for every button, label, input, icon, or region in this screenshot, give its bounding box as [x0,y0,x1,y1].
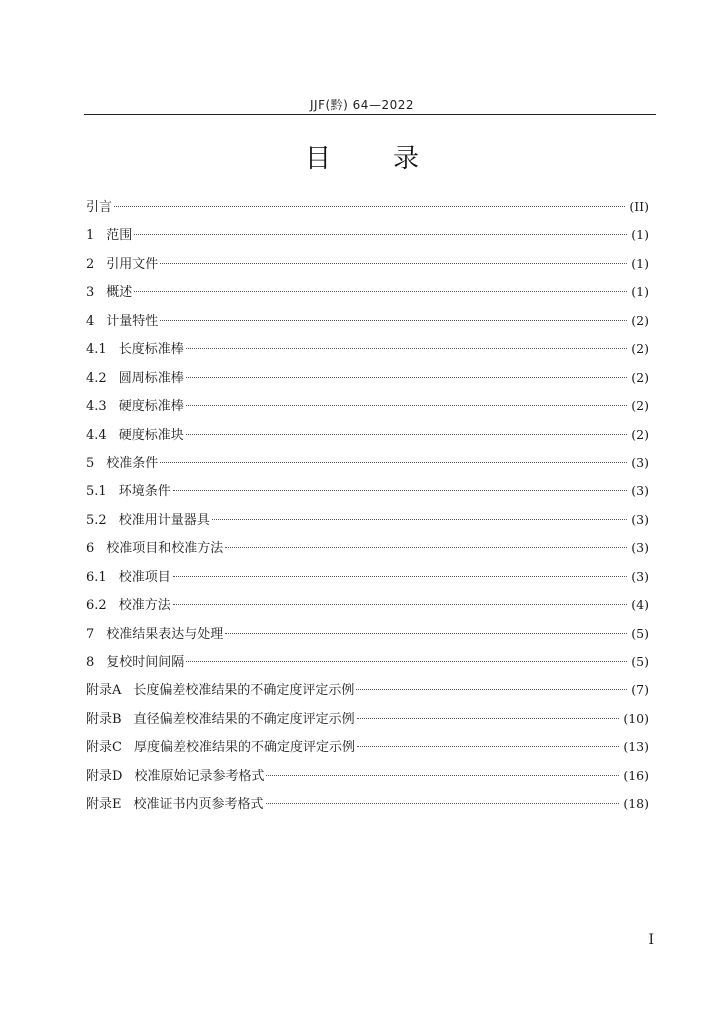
toc-entry-page: (10) [623,710,649,726]
toc-entry[interactable] [86,452,649,480]
toc-entry-number: 6.2 [86,598,107,614]
toc-entry-page: (3) [631,568,649,584]
toc-dot-leader [357,718,620,719]
toc-entry-page: (1) [631,284,649,300]
toc-dot-leader [173,576,628,577]
toc-entry-page: (3) [631,540,649,556]
toc-entry-label: 校准项目和校准方法 [106,541,224,557]
toc-entry-page: (1) [631,255,649,271]
toc-entry-label: 环境条件 [118,484,171,500]
toc-entry-page: (1) [631,227,649,243]
toc-dot-leader [186,348,628,349]
toc-entry-label: 校准用计量器具 [118,512,210,528]
toc-entry-number: 附录D [86,768,123,784]
toc-dot-leader [186,377,628,378]
toc-dot-leader [266,803,620,804]
toc-entry-label: 直径偏差校准结果的不确定度评定示例 [133,711,355,727]
toc-dot-leader [225,547,627,548]
toc-entry-number: 6.1 [86,569,107,585]
toc-entry-label: 复校时间间隔 [106,655,185,670]
toc-entry-number: 8 [86,655,95,670]
toc-dot-leader [173,604,628,605]
toc-entry[interactable] [86,480,649,508]
toc-entry-page: (18) [623,796,649,812]
toc-entry[interactable] [86,765,649,793]
toc-entry-page: (2) [631,312,649,328]
toc-entry[interactable] [86,566,649,594]
toc-entry-label: 引言 [86,200,113,215]
toc-entry-number: 附录B [86,711,122,727]
toc-dot-leader [134,291,627,292]
toc-dot-leader [160,320,627,321]
toc-entry[interactable] [86,281,649,309]
toc-entry-page: (3) [631,483,649,499]
toc-entry-number: 附录C [86,740,122,756]
toc-entry-number: 7 [86,626,95,642]
toc-entry-page: (3) [631,511,649,527]
toc-entry[interactable] [86,395,649,423]
toc-entry-page: (2) [631,426,649,442]
toc-entry-page: (5) [631,625,649,641]
table-of-contents [86,196,649,822]
toc-dot-leader [114,206,625,207]
toc-entry-label: 圆周标准棒 [118,370,184,386]
toc-entry-page: (4) [631,597,649,613]
toc-entry[interactable] [86,793,649,821]
toc-entry[interactable] [86,509,649,537]
toc-entry-page: (5) [631,654,649,669]
toc-entry-page: (16) [623,767,649,783]
toc-entry-label: 范围 [106,228,133,244]
toc-dot-leader [356,689,627,690]
toc-entry-number: 4 [86,313,95,329]
toc-entry[interactable] [86,367,649,395]
toc-entry-number: 5.1 [86,484,107,500]
toc-entry[interactable] [86,196,649,224]
toc-entry-label: 厚度偏差校准结果的不确定度评定示例 [133,740,355,756]
toc-entry[interactable] [86,253,649,281]
toc-entry-number: 附录A [86,683,122,699]
toc-dot-leader [225,633,627,634]
toc-entry-page: (2) [631,341,649,357]
toc-entry-label: 硬度标准块 [118,427,184,443]
toc-dot-leader [212,519,628,520]
toc-entry-label: 校准证书内页参考格式 [133,797,264,813]
toc-dot-leader [134,234,627,235]
toc-entry-page: (13) [623,739,649,755]
toc-entry-number: 4.4 [86,427,107,443]
toc-entry-label: 长度标准棒 [118,342,184,358]
page-title-char-1: 目 [304,144,331,174]
toc-entry-label: 长度偏差校准结果的不确定度评定示例 [133,683,355,699]
toc-entry-label: 概述 [106,285,133,301]
toc-entry[interactable] [86,310,649,338]
toc-entry-label: 校准方法 [118,598,171,614]
toc-dot-leader [266,775,619,776]
toc-entry-number: 2 [86,256,95,272]
toc-entry[interactable] [86,736,649,764]
toc-entry-number: 3 [86,285,95,301]
toc-entry[interactable] [86,338,649,366]
toc-entry-label: 校准项目 [118,569,171,585]
toc-entry-number: 1 [86,228,95,244]
toc-entry-number: 5.2 [86,512,107,528]
toc-entry-label: 引用文件 [106,256,159,272]
toc-entry-label: 校准结果表达与处理 [106,626,224,642]
toc-entry-label: 硬度标准棒 [118,399,184,415]
toc-dot-leader [160,263,627,264]
toc-entry-page: (2) [631,398,649,414]
header-divider [84,114,656,115]
toc-entry-number: 附录E [86,797,122,813]
toc-entry-number: 6 [86,541,95,557]
toc-entry[interactable] [86,679,649,707]
toc-entry[interactable] [86,224,649,252]
document-code: JJF(黔) 64—2022 [310,98,414,112]
page-title [0,138,724,175]
toc-dot-leader [173,490,628,491]
toc-entry-page: (7) [631,682,649,698]
toc-entry[interactable] [86,537,649,565]
toc-dot-leader [186,405,628,406]
toc-entry-number: 4.2 [86,370,107,386]
toc-entry[interactable] [86,708,649,736]
toc-entry-label: 校准条件 [106,455,159,471]
toc-entry[interactable] [86,424,649,452]
toc-dot-leader [357,746,619,747]
toc-entry-page: (3) [631,454,649,470]
toc-entry-number: 5 [86,455,95,471]
toc-dot-leader [186,434,628,435]
toc-dot-leader [186,661,627,662]
toc-entry-page: (2) [631,369,649,385]
toc-entry[interactable] [86,594,649,622]
toc-entry-page: (II) [629,199,649,214]
toc-entry-label: 校准原始记录参考格式 [134,768,265,784]
toc-entry-number: 4.1 [86,342,107,358]
page-title-char-2: 录 [393,144,420,174]
toc-dot-leader [160,462,627,463]
toc-entry[interactable] [86,651,649,679]
page-number: I [648,932,654,948]
toc-entry-label: 计量特性 [106,313,159,329]
toc-entry[interactable] [86,623,649,651]
toc-entry-number: 4.3 [86,399,107,415]
